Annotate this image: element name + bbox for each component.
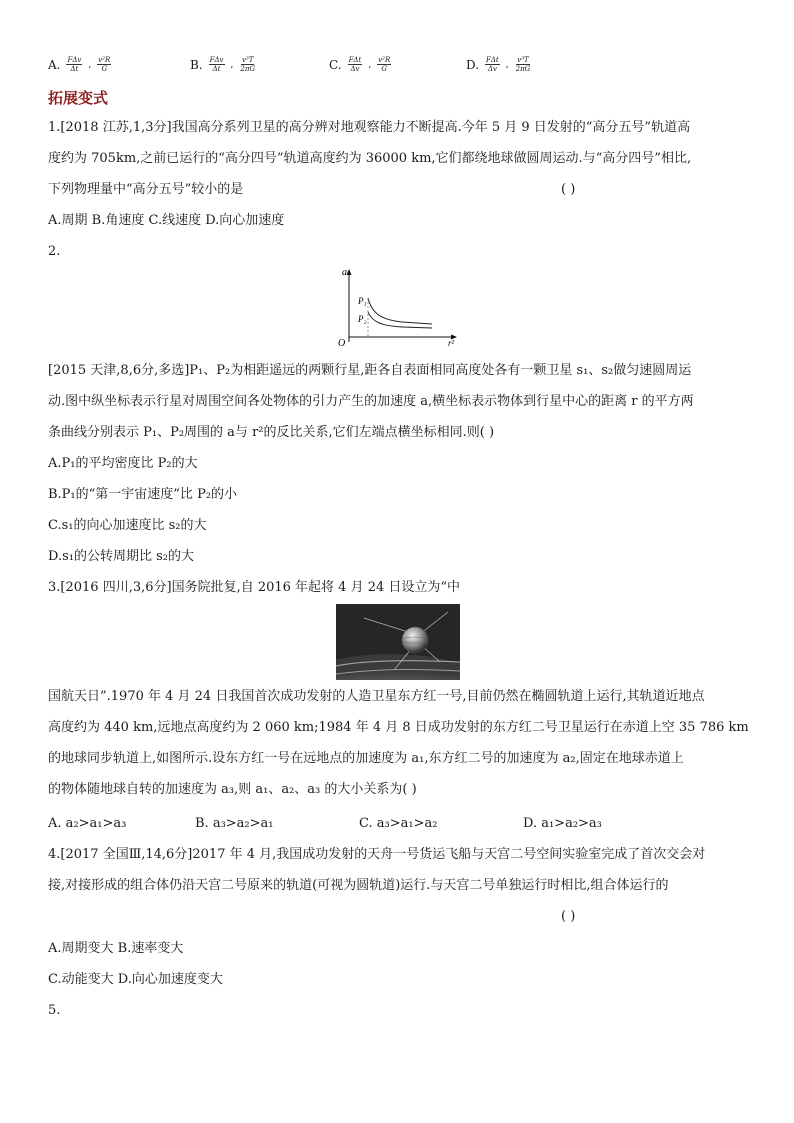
q3-line-3: 的地球同步轨道上,如图所示.设东方红一号在远地点的加速度为 a₁,东方红二号的加速度为 a₂,固定在地球赤道上: [48, 751, 684, 766]
fraction-denominator: 2πG: [240, 65, 256, 73]
fraction-numerator: v³T: [517, 56, 529, 64]
option-letter: D.: [466, 57, 480, 72]
q4-answer-paren: ( ): [561, 909, 576, 924]
q3-option-d: D. a₁>a₂>a₃: [523, 816, 602, 831]
fraction: [209, 56, 225, 73]
fraction: [515, 56, 532, 73]
q5-number: 5.: [48, 1003, 61, 1018]
fraction-denominator: G: [101, 65, 108, 73]
q3-line-2: 高度约为 440 km,远地点高度约为 2 060 km;1984 年 4 月 8 日成功发射的东方红二号卫星运行在赤道上空 35 786 km: [48, 720, 749, 735]
fraction-denominator: Δv: [487, 65, 497, 73]
q1-line-3: 下列物理量中“高分五号”较小的是: [48, 182, 244, 197]
fraction: [485, 56, 500, 73]
fraction-denominator: G: [381, 65, 387, 73]
q2-graph: [336, 266, 466, 348]
q3-option-c: C. a₃>a₁>a₂: [359, 816, 438, 831]
origin-label: O: [338, 338, 346, 348]
fraction-denominator: Δt: [212, 65, 221, 73]
fraction-numerator: FΔv: [209, 56, 224, 64]
option-letter: B.: [190, 57, 203, 72]
fraction-numerator: v²R: [98, 56, 111, 64]
q3-line-0: 3.[2016 四川,3,6分]国务院批复,自 2016 年起将 4 月 24 日设立为“中: [48, 580, 461, 595]
fraction-numerator: FΔv: [67, 56, 82, 64]
section-title: 拓展变式: [48, 89, 109, 107]
fraction-numerator: FΔt: [348, 56, 362, 64]
fraction-numerator: v³T: [242, 56, 254, 64]
fraction: [97, 56, 111, 73]
fraction-denominator: Δt: [70, 65, 79, 73]
curve-p1: [368, 298, 432, 324]
q4-line-2: 接,对接形成的组合体仍沿天宫二号原来的轨道(可视为圆轨道)运行.与天宫二号单独运行时相比,组合体运行的: [48, 878, 669, 893]
top-option-c: C. $\frac{\text{FΔt}}{\Delta v}$ , $\frac{\text{v²R}}{G}$: [329, 56, 391, 73]
p1-label: P₁: [358, 296, 367, 306]
q4-line-1: 4.[2017 全国Ⅲ,14,6分]2017 年 4 月,我国成功发射的天舟一号货运飞船与天宫二号空间实验室完成了首次交会对: [48, 847, 706, 862]
q3-line-4: 的物体随地球自转的加速度为 a₃,则 a₁、a₂、a₃ 的大小关系为( ): [48, 782, 417, 797]
q1-answer-paren: ( ): [561, 182, 576, 197]
y-axis-label: a: [342, 267, 347, 278]
q1-options: A.周期 B.角速度 C.线速度 D.向心加速度: [48, 213, 285, 228]
p2-label: P₂: [358, 314, 367, 324]
q4-options-cd: C.动能变大 D.向心加速度变大: [48, 972, 223, 987]
q2-option-d: D.s₁的公转周期比 s₂的大: [48, 549, 194, 564]
fraction-denominator: Δv: [350, 65, 360, 73]
q2-line-2: 动.图中纵坐标表示行星对周围空间各处物体的引力产生的加速度 a,横坐标表示物体到行星中心的距离 r 的平方两: [48, 394, 694, 409]
top-option-a: A. $\frac{\text{FΔv}}{\Delta t}$ , $\frac{\text{v²R}}{G}$: [48, 56, 111, 73]
q3-option-a: A. a₂>a₁>a₃: [48, 816, 127, 831]
fraction-numerator: v²R: [378, 56, 391, 64]
fraction: [239, 56, 256, 73]
q3-option-b: B. a₃>a₂>a₁: [195, 816, 274, 831]
q2-option-c: C.s₁的向心加速度比 s₂的大: [48, 518, 207, 533]
satellite-sphere: [402, 627, 428, 653]
q2-line-1: [2015 天津,8,6分,多选]P₁、P₂为相距遥远的两颗行星,距各自表面相同高度处各有一颗卫星 s₁、s₂做匀速圆周运: [48, 363, 692, 378]
top-option-b: B. $\frac{\text{FΔv}}{\Delta t}$ , $\frac{\text{v³T}}{2\pi G}$: [190, 56, 256, 73]
y-axis-arrow-icon: [347, 269, 352, 275]
q2-line-3: 条曲线分别表示 P₁、P₂周围的 a与 r²的反比关系,它们左端点横坐标相同.则( ): [48, 425, 495, 440]
fraction: [348, 56, 363, 73]
q2-number: 2.: [48, 244, 61, 259]
fraction-numerator: FΔt: [486, 56, 499, 64]
q2-option-b: B.P₁的“第一宇宙速度”比 P₂的小: [48, 487, 238, 502]
x-axis-label: r²: [448, 338, 455, 348]
satellite-photo: [336, 604, 460, 680]
top-option-d: D. $\frac{\text{FΔt}}{\Delta v}$ , $\frac{\text{v³T}}{2\pi G}$: [466, 56, 531, 73]
q4-options-ab: A.周期变大 B.速率变大: [48, 941, 184, 956]
q1-line-1: 1.[2018 江苏,1,3分]我国高分系列卫星的高分辨对地观察能力不断提高.今年 5 月 9 日发射的“高分五号”轨道高: [48, 120, 691, 135]
option-letter: C.: [329, 57, 342, 72]
q2-option-a: A.P₁的平均密度比 P₂的大: [48, 456, 198, 471]
q3-line-1: 国航天日”.1970 年 4 月 24 日我国首次成功发射的人造卫星东方红一号,目前仍然在椭圆轨道上运行,其轨道近地点: [48, 689, 705, 704]
q1-line-2: 度约为 705km,之前已运行的“高分四号”轨道高度约为 36000 km,它们都绕地球做圆周运动.与“高分四号”相比,: [48, 151, 692, 166]
option-letter: A.: [48, 57, 61, 72]
fraction: [377, 56, 391, 73]
fraction-denominator: 2πG: [515, 65, 531, 73]
fraction: [66, 56, 82, 73]
